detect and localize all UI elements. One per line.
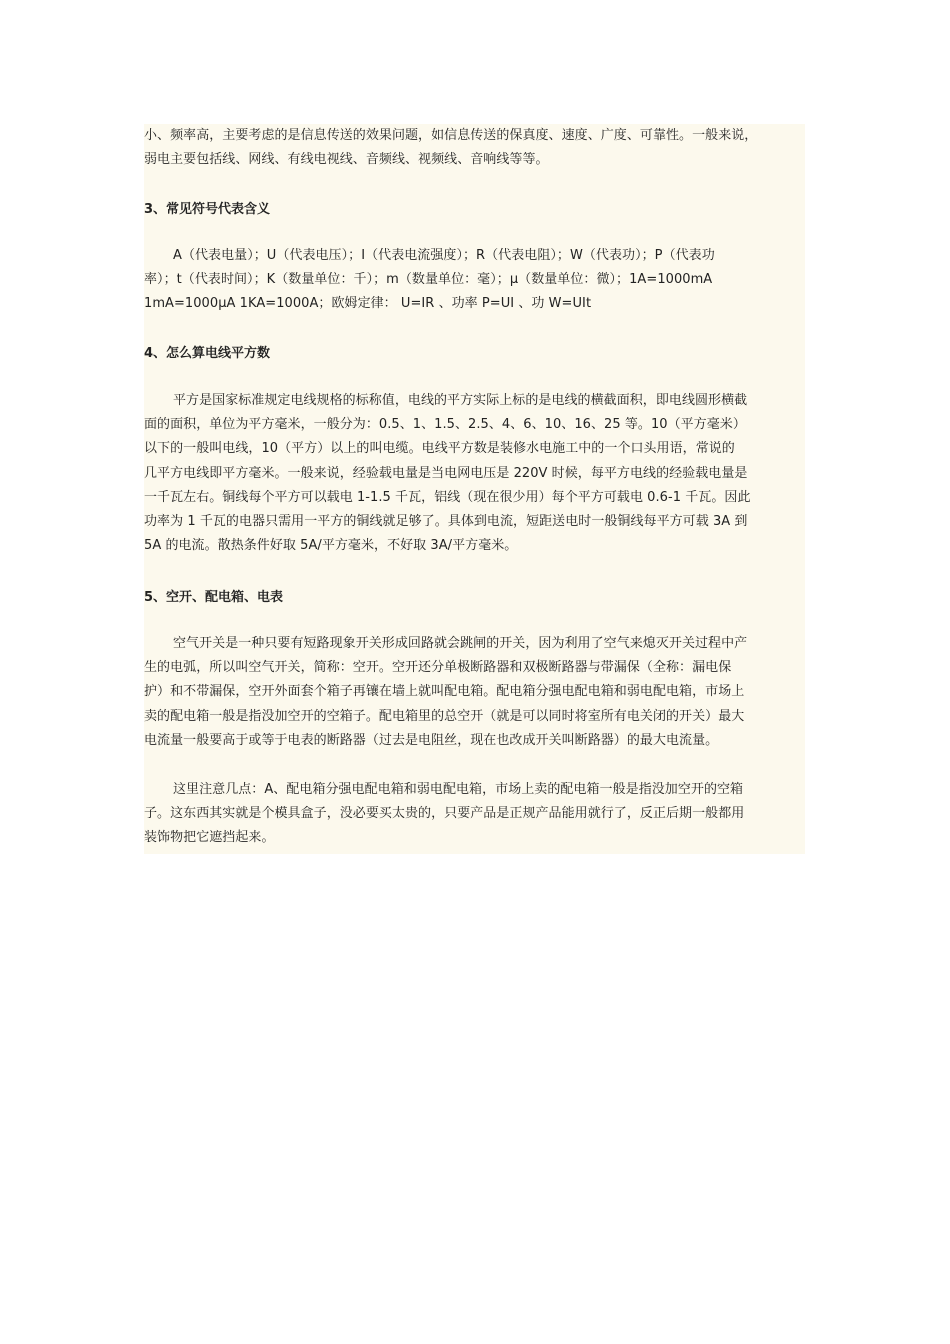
article-content-block: [144, 124, 805, 854]
text-line: 卖的配电箱一般是指没加空开的空箱子。配电箱里的总空开（就是可以同时将室所有电关闭的开关）最大: [144, 708, 745, 724]
text-line: 子。这东西其实就是个模具盒子，没必要买太贵的，只要产品是正规产品能用就行了，反正后期一般都用: [144, 806, 745, 822]
intro-paragraph: [144, 124, 812, 172]
text-line: 率）；t（代表时间）；K（数量单位：千）；m（数量单位：毫）；μ（数量单位：微）；1A=1000mA: [144, 272, 713, 288]
text-line: 电流量一般要高于或等于电表的断路器（过去是电阻丝，现在也改成开关叫断路器）的最大电流量。: [144, 732, 719, 748]
breaker-paragraph: [144, 632, 812, 753]
text-line: 装饰物把它遮挡起来。: [144, 830, 275, 846]
text-line: 小、频率高，主要考虑的是信息传送的效果问题，如信息传送的保真度、速度、广度、可靠性。一般来说，: [144, 128, 758, 143]
text-line: 平方是国家标准规定电线规格的标称值，电线的平方实际上标的是电线的横截面积，即电线圆形横截: [173, 393, 748, 408]
text-line: 1mA=1000μA 1KA=1000A；欧姆定律： U=IR 、功率 P=UI 、功 W=UIt: [144, 296, 592, 312]
section-heading-breaker: 5、空开、配电箱、电表: [144, 590, 284, 605]
text-line: 一千瓦左右。铜线每个平方可以载电 1-1.5 千瓦，铝线（现在很少用）每个平方可载电 0.6-1 千瓦。因此: [144, 489, 751, 505]
section-heading-symbols: 3、常见符号代表含义: [144, 202, 271, 217]
text-line: 护）和不带漏保，空开外面套个箱子再镶在墙上就叫配电箱。配电箱分强电配电箱和弱电配电箱，市场上: [144, 684, 745, 700]
notes-paragraph: [144, 778, 812, 851]
text-line: 5A 的电流。散热条件好取 5A/平方毫米，不好取 3A/平方毫米。: [144, 538, 518, 554]
text-line: 这里注意几点：A、配电箱分强电配电箱和弱电配电箱，市场上卖的配电箱一般是指没加空开的空箱: [173, 782, 744, 797]
wire-gauge-paragraph: [144, 389, 812, 558]
text-line: A（代表电量）；U（代表电压）；I（代表电流强度）；R（代表电阻）；W（代表功）；P（代表功: [173, 248, 715, 263]
symbols-paragraph: [144, 244, 812, 317]
text-line: 空气开关是一种只要有短路现象开关形成回路就会跳闸的开关，因为利用了空气来熄灭开关过程中产: [173, 636, 748, 651]
text-line: 几平方电线即平方毫米。一般来说，经验载电量是当电网电压是 220V 时候，每平方电线的经验载电量是: [144, 465, 748, 481]
text-line: 弱电主要包括线、网线、有线电视线、音频线、视频线、音响线等等。: [144, 152, 549, 168]
text-line: 以下的一般叫电线，10（平方）以上的叫电缆。电线平方数是装修水电施工中的一个口头用语，常说的: [144, 441, 735, 457]
section-heading-wire-gauge: 4、怎么算电线平方数: [144, 346, 271, 361]
text-line: 面的面积，单位为平方毫米，一般分为：0.5、1、1.5、2.5、4、6、10、16、25 等。10（平方毫米）: [144, 417, 746, 433]
text-line: 生的电弧，所以叫空气开关，简称：空开。空开还分单极断路器和双极断路器与带漏保（全称：漏电保: [144, 660, 732, 676]
text-line: 功率为 1 千瓦的电器只需用一平方的铜线就足够了。具体到电流，短距送电时一般铜线每平方可载 3A 到: [144, 514, 748, 530]
